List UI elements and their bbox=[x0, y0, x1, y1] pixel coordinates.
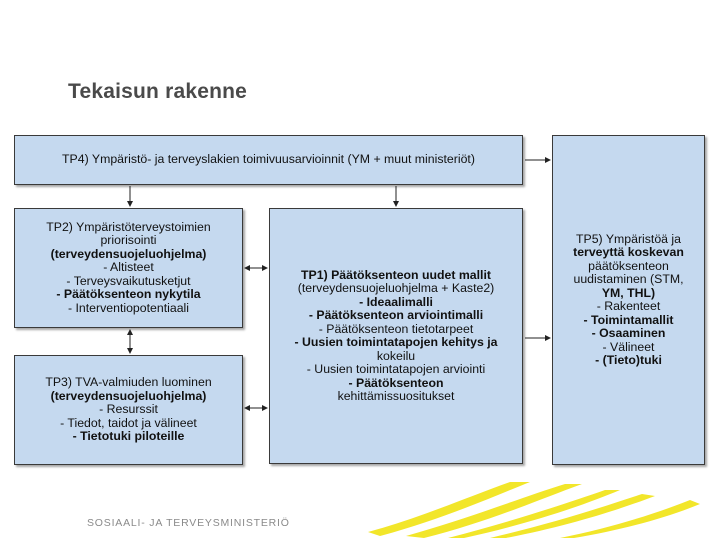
tp5-line: YM, THL) bbox=[601, 285, 656, 300]
tp4-line: TP4) Ympäristö- ja terveyslakien toimivuusarvioinnit (YM + muut ministeriöt) bbox=[62, 152, 475, 167]
tp2-line: - Päätöksenteon nykytila bbox=[56, 287, 201, 302]
tp3-line: - Tietotuki piloteille bbox=[72, 429, 185, 444]
footer-ministry-name: SOSIAALI- JA TERVEYSMINISTERIÖ bbox=[87, 517, 290, 529]
tp1-line: - Päätöksenteon tietotarpeet bbox=[318, 321, 474, 336]
tp5-line: terveyttä koskevan bbox=[573, 245, 684, 259]
tp5-line: uudistaminen (STM, bbox=[573, 272, 684, 286]
tp1-line: - Ideaalimalli bbox=[359, 294, 433, 309]
tp5-line: - Rakenteet bbox=[596, 299, 661, 313]
tp1-line: (terveydensuojeluohjelma + Kaste2) bbox=[297, 281, 495, 295]
tp1-line: - Uusien toimintatapojen arviointi bbox=[306, 362, 486, 376]
decorative-stripes bbox=[360, 478, 720, 540]
tp1-line: kokeilu bbox=[376, 348, 416, 363]
tp5-line: - Toimintamallit bbox=[583, 312, 674, 327]
tp1-line: - Päätöksenteon arviointimalli bbox=[308, 308, 484, 322]
tp3-line: - Tiedot, taidot ja välineet bbox=[60, 415, 197, 430]
tp1-line: TP1) Päätöksenteon uudet mallit bbox=[301, 267, 491, 282]
tp1-line: kehittämissuositukset bbox=[337, 389, 455, 403]
tp5-line: TP5) Ympäristöä ja bbox=[575, 231, 682, 246]
tp2-line: (terveydensuojeluohjelma) bbox=[50, 246, 207, 261]
tp1-line: - Päätöksenteon bbox=[348, 375, 444, 390]
tp2-line: - Interventiopotentiaali bbox=[68, 300, 189, 315]
stripe-shapes bbox=[368, 482, 700, 538]
tp5-line: - Osaaminen bbox=[591, 326, 666, 340]
slide-title: Tekaisun rakenne bbox=[68, 80, 248, 103]
tp5-line: päätöksenteon bbox=[588, 258, 669, 273]
tp5-line: - Välineet bbox=[602, 339, 655, 354]
tp3-line: TP3) TVA-valmiuden luominen bbox=[45, 375, 212, 390]
tp2-line: - Terveysvaikutusketjut bbox=[66, 273, 191, 288]
tp2-line: TP2) Ympäristöterveystoimien bbox=[46, 219, 211, 234]
tp5-line: - (Tieto)tuki bbox=[595, 353, 662, 367]
tp1-line: - Uusien toimintatapojen kehitys ja bbox=[294, 335, 498, 349]
tp3-line: (terveydensuojeluohjelma) bbox=[50, 388, 207, 403]
tp2-line: - Altisteet bbox=[103, 260, 154, 275]
tp3-line: - Resurssit bbox=[99, 402, 158, 417]
tp2-line: priorisointi bbox=[100, 233, 157, 248]
